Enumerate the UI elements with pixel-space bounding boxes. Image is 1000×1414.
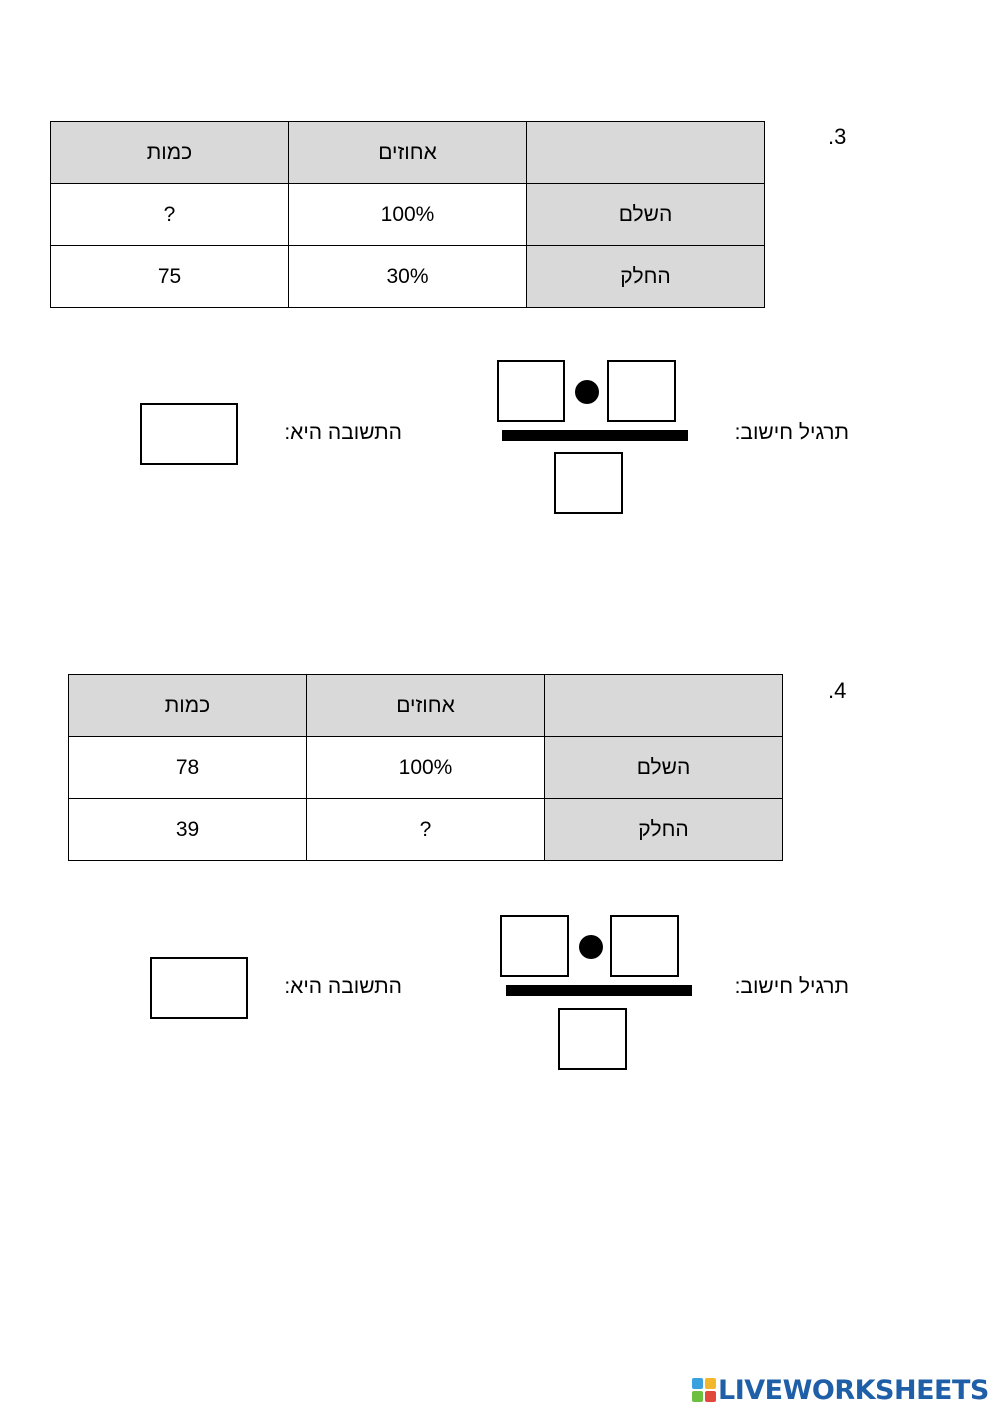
header-amount: כמות	[69, 675, 307, 737]
numerator-left-input[interactable]	[500, 915, 569, 977]
answer-input[interactable]	[150, 957, 248, 1019]
cell-percent: 100%	[307, 737, 545, 799]
fraction-bar	[506, 985, 692, 996]
cell-percent: 100%	[289, 184, 527, 246]
header-percent: אחוזים	[307, 675, 545, 737]
header-corner	[545, 675, 783, 737]
liveworksheets-logo	[692, 1374, 989, 1406]
exercise-label: תרגיל חישוב:	[734, 975, 849, 998]
cell-amount: ?	[51, 184, 289, 246]
cell-percent: ?	[307, 799, 545, 861]
denominator-input[interactable]	[554, 452, 623, 514]
fraction-bar	[502, 430, 688, 441]
row-label: השלם	[527, 184, 765, 246]
table-row	[69, 737, 783, 799]
question-number: .3	[828, 124, 847, 149]
answer-label: התשובה היא:	[284, 421, 402, 444]
numerator-left-input[interactable]	[497, 360, 565, 422]
percent-table	[68, 674, 783, 861]
percent-table	[50, 121, 765, 308]
multiply-dot-icon	[575, 380, 599, 404]
header-percent: אחוזים	[289, 122, 527, 184]
exercise-label: תרגיל חישוב:	[734, 421, 849, 444]
table-row	[51, 184, 765, 246]
cell-percent: 30%	[289, 246, 527, 308]
row-label: החלק	[545, 799, 783, 861]
logo-text: LIVEWORKSHEETS	[718, 1374, 989, 1406]
numerator-right-input[interactable]	[610, 915, 679, 977]
cell-amount: 39	[69, 799, 307, 861]
cell-amount: 75	[51, 246, 289, 308]
numerator-right-input[interactable]	[607, 360, 676, 422]
answer-input[interactable]	[140, 403, 238, 465]
answer-label: התשובה היא:	[284, 975, 402, 998]
cell-amount: 78	[69, 737, 307, 799]
table-header-row	[69, 675, 783, 737]
table-row	[51, 246, 765, 308]
multiply-dot-icon	[579, 935, 603, 959]
row-label: החלק	[527, 246, 765, 308]
table-row	[69, 799, 783, 861]
header-corner	[527, 122, 765, 184]
liveworksheets-logo-icon	[692, 1378, 716, 1402]
denominator-input[interactable]	[558, 1008, 627, 1070]
row-label: השלם	[545, 737, 783, 799]
question-number: .4	[828, 678, 847, 703]
header-amount: כמות	[51, 122, 289, 184]
table-header-row	[51, 122, 765, 184]
